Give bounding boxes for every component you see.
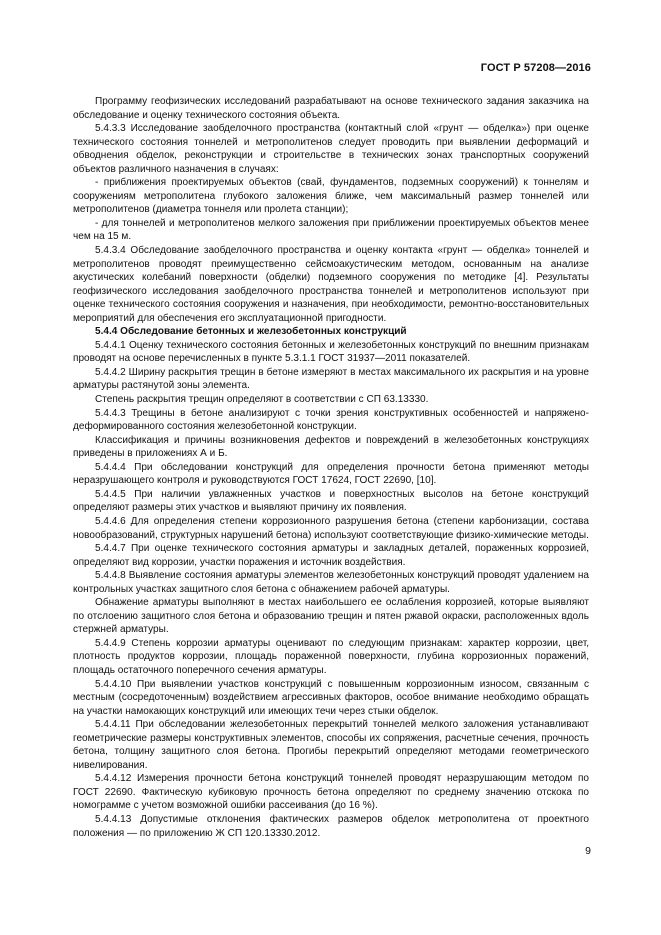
paragraph: 5.4.3.3 Исследование заобделочного пространства (контактный слой «грунт — обделка») при оценке технического состояния тоннелей и метрополитенов следует проводить при выявлении деформаций и обводнения обделок, реконструкции и строительстве в технических зонах транспортных сооружений объектов различного назначения в случаях:	[73, 123, 589, 175]
paragraph: Обнажение арматуры выполняют в местах наибольшего ее ослабления коррозией, которые выявляют по отслоению защитного слоя бетона и образованию трещин и пятен ржавой окраски, расположенных вдоль стержней арматуры.	[73, 597, 589, 636]
paragraph: 5.4.4.11 При обследовании железобетонных перекрытий тоннелей мелкого заложения устанавливают геометрические размеры конструктивных элементов, способы их сопряжения, расчетные сечения, прочность бетона, толщину защитного слоя бетона. Прогибы перекрытий определяют методами геометрического нивелирования.	[73, 719, 589, 771]
paragraph: 5.4.4.6 Для определения степени коррозионного разрушения бетона (степени карбонизации, состава новообразований, структурных нарушений бетона) используют соответствующие физико-химические методы.	[73, 515, 589, 541]
paragraph: 5.4.4.4 При обследовании конструкций для определения прочности бетона применяют методы неразрушающего контроля и руководствуются ГОСТ 17624, ГОСТ 22690, [10].	[73, 461, 589, 487]
paragraph: 5.4.4.8 Выявление состояния арматуры элементов железобетонных конструкций проводят удалением на контрольных участках защитного слоя бетона с обнажением рабочей арматуры.	[73, 570, 589, 595]
paragraph: 5.4.4.9 Степень коррозии арматуры оценивают по следующим признакам: характер коррозии, цвет, плотность продуктов коррозии, площадь пораженной поверхности, глубина коррозионных поражений, площадь остаточного поперечного сечения арматуры.	[73, 637, 589, 676]
paragraph: Программу геофизических исследований разрабатывают на основе технического задания заказчика на обследование и оценку технического состояния объекта.	[73, 96, 589, 121]
document-body	[73, 95, 589, 840]
paragraph: 5.4.4.13 Допустимые отклонения фактических размеров обделок метрополитена от проектного положения — по приложению Ж СП 120.13330.2012.	[73, 813, 589, 839]
paragraph: 5.4.4.1 Оценку технического состояния бетонных и железобетонных конструкций по внешним признакам проводят на основе перечисленных в пункте 5.3.1.1 ГОСТ 31937—2011 показателей.	[73, 339, 589, 365]
paragraph: 5.4.4.7 При оценке технического состояния арматуры и закладных деталей, пораженных коррозией, определяют вид коррозии, участки поражения и источник воздействия.	[73, 543, 589, 568]
paragraph: 5.4.3.4 Обследование заобделочного пространства и оценку контакта «грунт — обделка» тоннелей и метрополитенов проводят преимущественно сейсмоакустическим методом, основанным на анализе акустических колебаний поверхности (обделки) подземного сооружения по методике [4]. Результаты геофизического исследования заобделочного пространства тоннелей и метрополитенов используют при оценке технического состояния сооружения и назначения, при необходимости, ремонтно-восстановительных мероприятий для обеспечения его эксплуатационной пригодности.	[73, 245, 589, 324]
standard-header: ГОСТ Р 57208—2016	[480, 62, 591, 74]
paragraph: 5.4.4.2 Ширину раскрытия трещин в бетоне измеряют в местах максимального их раскрытия и на уровне арматуры растянутой зоны элемента.	[73, 366, 589, 392]
paragraph: - для тоннелей и метрополитенов мелкого заложения при приближении проектируемых объектов менее чем на 15 м.	[73, 217, 589, 243]
paragraph: 5.4.4.10 При выявлении участков конструкций с повышенным коррозионным износом, связанным с местным (сосредоточенным) воздействием агрессивных факторов, особое внимание необходимо обращать на участки намокающих конструкций или имеющих течи через стыки обделок.	[73, 678, 589, 717]
paragraph: 5.4.4.3 Трещины в бетоне анализируют с точки зрения конструктивных особенностей и напряжено-деформированного состояния железобетонной конструкции.	[73, 407, 589, 433]
paragraph: 5.4.4.5 При наличии увлажненных участков и поверхностных высолов на бетоне конструкций определяют размеры этих участков и выявляют причину их появления.	[73, 488, 589, 514]
page-number: 9	[585, 845, 591, 857]
paragraph: - приближения проектируемых объектов (свай, фундаментов, подземных сооружений) к тоннелям и сооружениям метрополитена глубокого заложения ближе, чем максимальный размер тоннелей или метрополитенов (диаметра тоннеля или пролета станции);	[73, 177, 589, 216]
paragraph: Степень раскрытия трещин определяют в соответствии с СП 63.13330.	[95, 394, 429, 406]
paragraph: 5.4.4.12 Измерения прочности бетона конструкций тоннелей проводят неразрушающим методом по ГОСТ 22690. Фактическую кубиковую прочность бетона определяют по среднему значению отскока по номограмме с учетом возможной ошибки рассеивания (до 16 %).	[73, 773, 589, 812]
section-heading: 5.4.4 Обследование бетонных и железобетонных конструкций	[95, 326, 407, 338]
paragraph: Классификация и причины возникновения дефектов и повреждений в железобетонных конструкциях приведены в приложениях А и Б.	[73, 434, 589, 460]
